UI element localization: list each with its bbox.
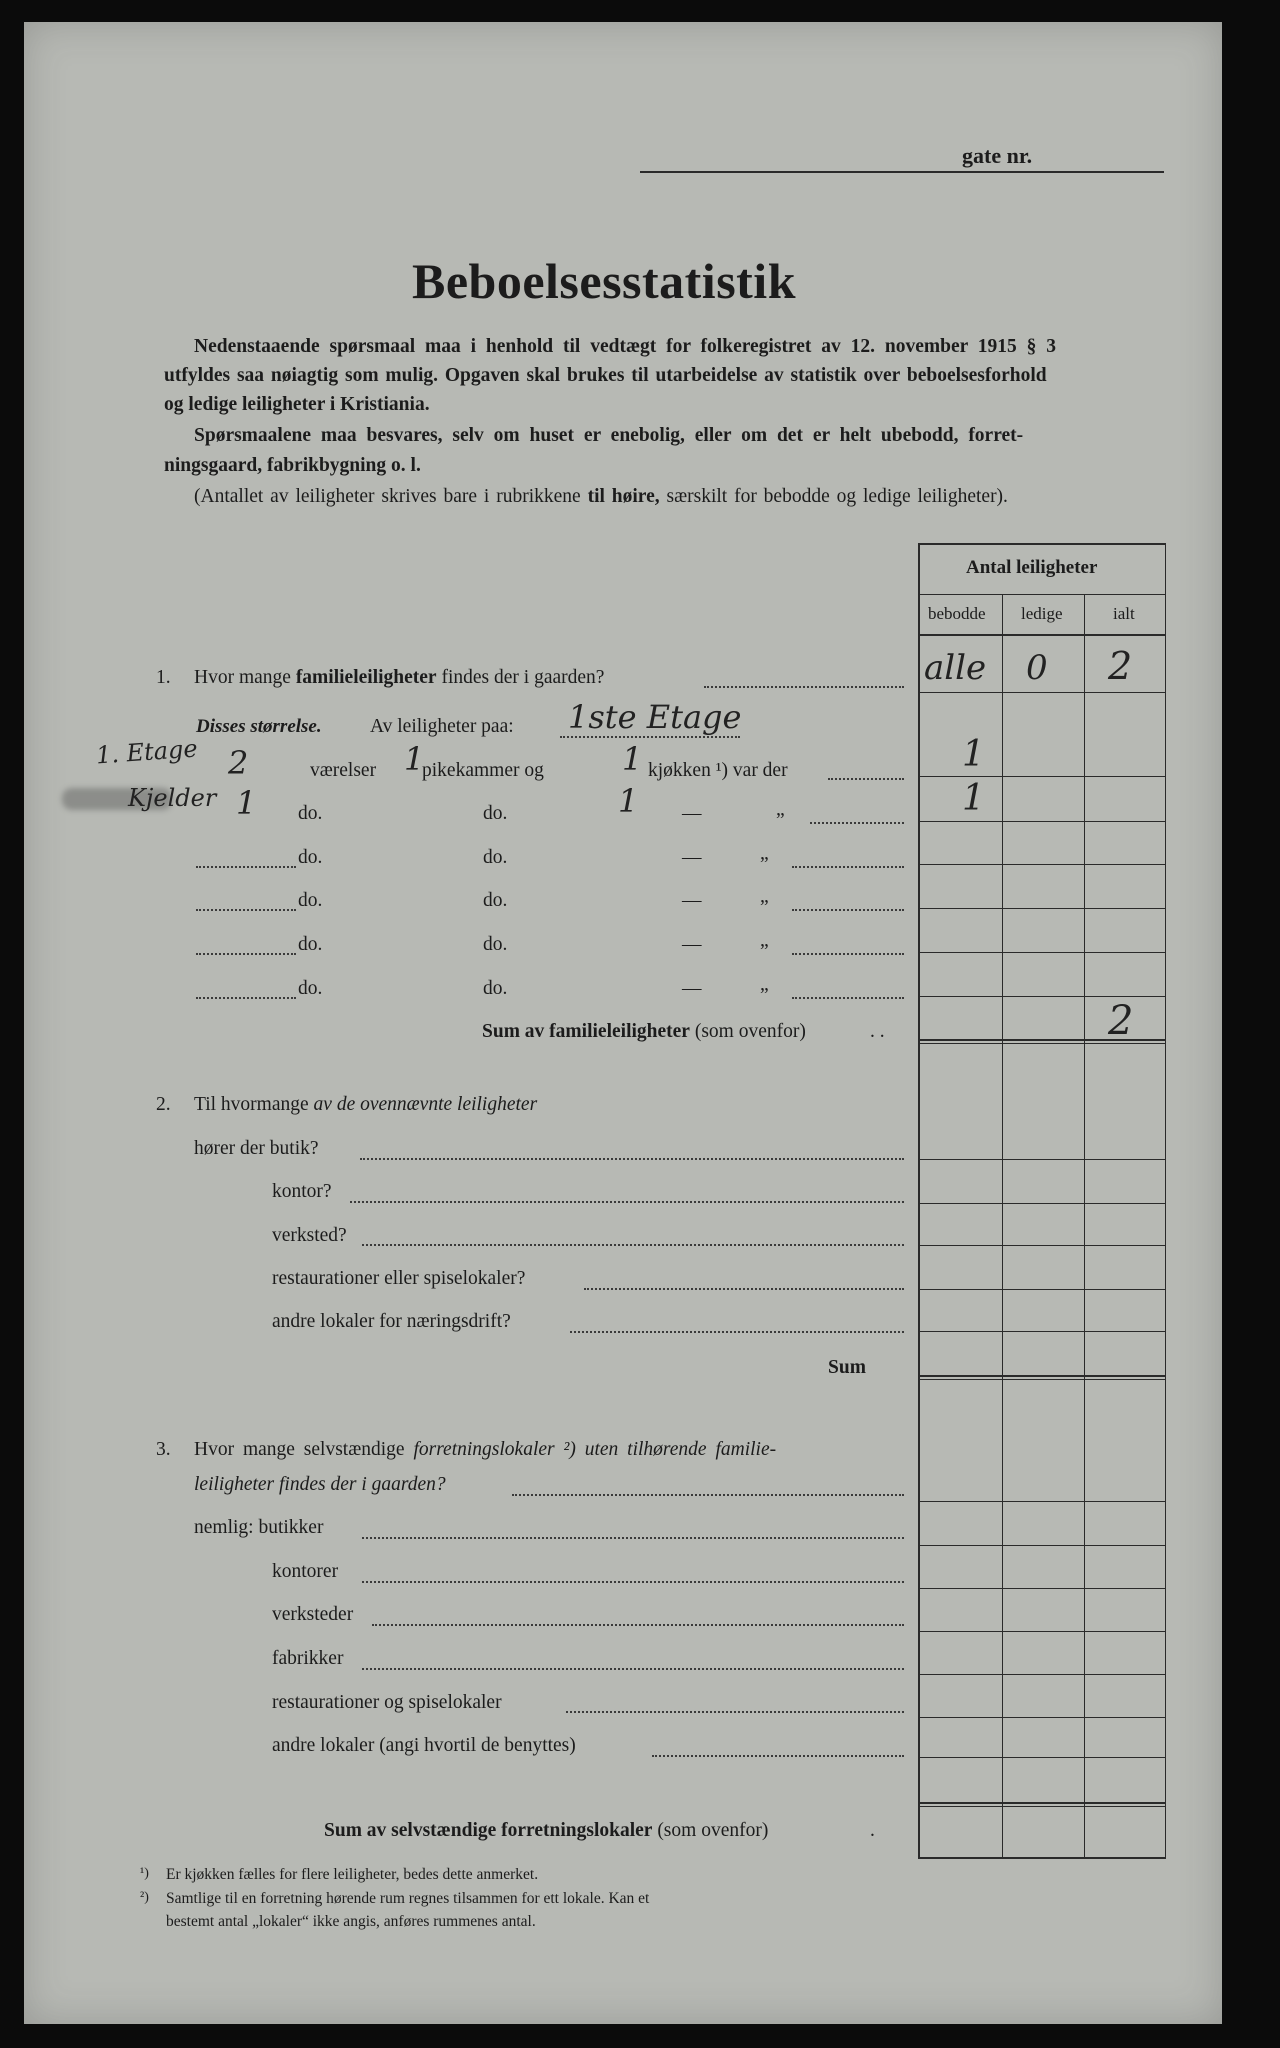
col-header-ledige: ledige [1021, 604, 1063, 623]
intro-line-4: Spørsmaalene maa besvares, selv om huset er enebolig, eller om det er helt ubebodd, forret- [194, 425, 1024, 446]
q1-answer-ialt[interactable]: 2 [1108, 644, 1133, 688]
row-sep [918, 776, 1166, 777]
row2-bebodde[interactable]: 1 [962, 778, 985, 819]
q2-item-butik: hører der butik? [194, 1138, 319, 1159]
row5-dash: — [682, 934, 702, 955]
row1-rooms[interactable]: 2 [228, 744, 249, 782]
row-sep [918, 996, 1166, 997]
footnote-1-mark: ¹) [140, 1866, 149, 1881]
q2-butik-dots [360, 1158, 904, 1160]
row1-kjokken: kjøkken ¹) var der [648, 760, 788, 781]
row-sep [918, 1501, 1166, 1502]
row2-dots [810, 822, 904, 824]
size-dots [560, 736, 740, 738]
q1-number: 1. [156, 667, 171, 688]
table-left-border [918, 543, 920, 1859]
q3-italic1: forretningslokaler ²) uten tilhørende familie- [413, 1439, 777, 1460]
gate-nr-line [640, 171, 1164, 173]
q1-question [194, 667, 604, 689]
intro-line-6-pre: (Antallet av leiligheter skrives bare i rubrikkene [194, 486, 588, 507]
q3-item-kontorer: kontorer [272, 1561, 339, 1582]
row-sep [918, 1674, 1166, 1675]
sum3-sep [918, 1802, 1166, 1804]
q2-andre-dots [570, 1331, 904, 1333]
row6-dots [792, 997, 904, 999]
row1-kjokken-num[interactable]: 1 [622, 740, 643, 778]
q1-sum [482, 1021, 806, 1043]
q2-verksted-dots [362, 1244, 904, 1246]
q2-item-andre: andre lokaler for næringsdrift? [272, 1311, 511, 1332]
row-sep [918, 864, 1166, 865]
q2-item-kontor: kontor? [272, 1181, 332, 1202]
row2-hand-left[interactable]: Kjelder [128, 784, 217, 812]
q1-sum-bold: Sum av familieleiligheter [482, 1021, 690, 1042]
row2-quote: „ [776, 799, 785, 820]
row3-dash: — [682, 847, 702, 868]
q3-restaurationer-dots [566, 1711, 904, 1713]
footnote-2-mark: ²) [140, 1890, 149, 1905]
row-sep [918, 1331, 1166, 1332]
row5-dots [792, 953, 904, 955]
row5-quote: „ [760, 930, 769, 951]
footnote-2b: bestemt antal „lokaler“ ikke angis, anføres rummenes antal. [166, 1913, 536, 1930]
row-sep [918, 1289, 1166, 1290]
row2-rooms[interactable]: 1 [236, 784, 257, 822]
q3-butikker-dots [362, 1537, 904, 1539]
row4-left-dots [196, 909, 296, 911]
row6-do1: do. [298, 978, 323, 999]
q3-fabrikker-dots [362, 1668, 904, 1670]
q3-question-line1 [194, 1439, 776, 1461]
row-sep [918, 692, 1166, 693]
size-text: Av leiligheter paa: [370, 716, 514, 737]
q1-sum-post: (som ovenfor) [689, 1021, 806, 1042]
intro-line-3: og ledige leiligheter i Kristiania. [164, 394, 430, 415]
q1-pre: Hvor mange [194, 667, 296, 688]
row1-dots [828, 778, 904, 780]
q2-restaurationer-dots [584, 1288, 904, 1290]
q3-pre: Hvor mange selvstændige [194, 1439, 414, 1460]
q3-item-andre: andre lokaler (angi hvortil de benyttes) [272, 1735, 576, 1756]
row4-quote: „ [760, 886, 769, 907]
row2-kjokken-num[interactable]: 1 [618, 782, 639, 820]
q2-sum: Sum [828, 1357, 866, 1378]
row1-pike[interactable]: 1 [404, 740, 425, 778]
row3-dots [792, 866, 904, 868]
row6-dash: — [682, 978, 702, 999]
table-col-divider-1 [1002, 594, 1003, 1859]
row1-hand-left[interactable]: 1. Etage [95, 734, 199, 770]
intro-line-1: Nedenstaaende spørsmaal maa i henhold til vedtægt for folkeregistret av 12. november 1915 § 3 [194, 336, 1057, 357]
row4-dots [792, 909, 904, 911]
sum2-sep [918, 1379, 1166, 1380]
q3-kontorer-dots [362, 1581, 904, 1583]
footnote-1: Er kjøkken fælles for flere leiligheter, bedes dette anmerket. [166, 1866, 539, 1883]
row4-do2: do. [483, 890, 508, 911]
row1-bebodde[interactable]: 1 [962, 734, 985, 775]
sum2-sep [918, 1375, 1166, 1377]
table-top-line [918, 543, 1166, 545]
row5-left-dots [196, 953, 296, 955]
q3-andre-dots [652, 1755, 904, 1757]
row-sep [918, 908, 1166, 909]
q2-italic: av de ovennævnte leiligheter [313, 1094, 538, 1115]
row1-pikekammer: pikekammer og [422, 760, 544, 781]
gate-nr-label: gate nr. [962, 143, 1033, 168]
col-header-bebodde: bebodde [928, 604, 986, 623]
q2-kontor-dots [350, 1201, 904, 1203]
q3-verksteder-dots [372, 1624, 904, 1626]
row3-left-dots [196, 866, 296, 868]
row-sep [918, 1545, 1166, 1546]
row6-quote: „ [760, 974, 769, 995]
table-colhead-line [918, 634, 1166, 636]
q3-sum [324, 1820, 768, 1842]
q2-item-verksted: verksted? [272, 1225, 347, 1246]
intro-line-6 [194, 486, 1008, 508]
table-title: Antal leiligheter [966, 557, 1098, 578]
row3-quote: „ [760, 843, 769, 864]
intro-line-5: ningsgaard, fabrikbygning o. l. [164, 455, 421, 476]
q3-line2-dots [512, 1494, 904, 1496]
q1-sum-ialt[interactable]: 2 [1108, 998, 1134, 1044]
q1-post: findes der i gaarden? [436, 667, 605, 688]
row5-do2: do. [483, 934, 508, 955]
q1-answer-ledige[interactable]: 0 [1026, 648, 1048, 688]
row-sep [918, 1588, 1166, 1589]
table-right-border [1165, 543, 1166, 1859]
q3-sum-bold: Sum av selvstændige forretningslokaler [324, 1820, 653, 1841]
table-header-line [918, 594, 1166, 595]
q3-item-butikker: nemlig: butikker [194, 1517, 324, 1538]
table-bottom-line [918, 1857, 1166, 1859]
footnote-2a: Samtlige til en forretning hørende rum regnes tilsammen for ett lokale. Kan et [166, 1890, 650, 1907]
q1-answer-bebodde[interactable]: alle [924, 648, 987, 688]
q1-sum-dots: . . [870, 1021, 885, 1042]
q1-bold: familieleiligheter [295, 667, 437, 688]
row-sep [918, 952, 1166, 953]
row5-do1: do. [298, 934, 323, 955]
col-header-ialt: ialt [1113, 604, 1135, 623]
q3-question-line2: leiligheter findes der i gaarden? [194, 1474, 446, 1495]
sum3-sep [918, 1806, 1166, 1807]
q3-item-verksteder: verksteder [272, 1604, 354, 1625]
row3-do2: do. [483, 847, 508, 868]
row-sep [918, 1631, 1166, 1632]
row-sep [918, 1203, 1166, 1204]
q3-number: 3. [156, 1439, 171, 1460]
q2-question [194, 1094, 537, 1116]
intro-line-6-post: særskilt for bebodde og ledige leiligheter). [659, 486, 1008, 507]
row2-do2: do. [483, 803, 508, 824]
row-sep [918, 1159, 1166, 1160]
table-col-divider-2 [1084, 594, 1085, 1859]
q2-item-restaurationer: restaurationer eller spiselokaler? [272, 1268, 526, 1289]
intro-line-2: utfyldes saa nøiagtig som mulig. Opgaven skal brukes til utarbeidelse av statistik over beboelsesforhold [164, 365, 1047, 386]
row1-vaerelser: værelser [310, 760, 377, 781]
size-label: Disses størrelse. [196, 716, 322, 737]
row2-do1: do. [298, 803, 323, 824]
q2-pre: Til hvormange [194, 1094, 314, 1115]
row3-do1: do. [298, 847, 323, 868]
row-sep [918, 821, 1166, 822]
q3-item-fabrikker: fabrikker [272, 1648, 344, 1669]
intro-line-6-bold: til høire, [587, 486, 660, 507]
row4-do1: do. [298, 890, 323, 911]
page-title: Beboelsesstatistik [412, 253, 796, 309]
row4-dash: — [682, 890, 702, 911]
row2-dash: — [682, 803, 702, 824]
q2-number: 2. [156, 1094, 171, 1115]
q3-sum-post: (som ovenfor) [652, 1820, 769, 1841]
row6-left-dots [196, 997, 296, 999]
row-sep [918, 1757, 1166, 1758]
q1-dots [704, 686, 904, 688]
q3-sum-dots: . [870, 1820, 875, 1841]
size-hand-entry[interactable]: 1ste Etage [568, 698, 742, 736]
row6-do2: do. [483, 978, 508, 999]
q3-item-restaurationer: restaurationer og spiselokaler [272, 1692, 502, 1713]
row-sep [918, 1245, 1166, 1246]
row-sep [918, 1717, 1166, 1718]
